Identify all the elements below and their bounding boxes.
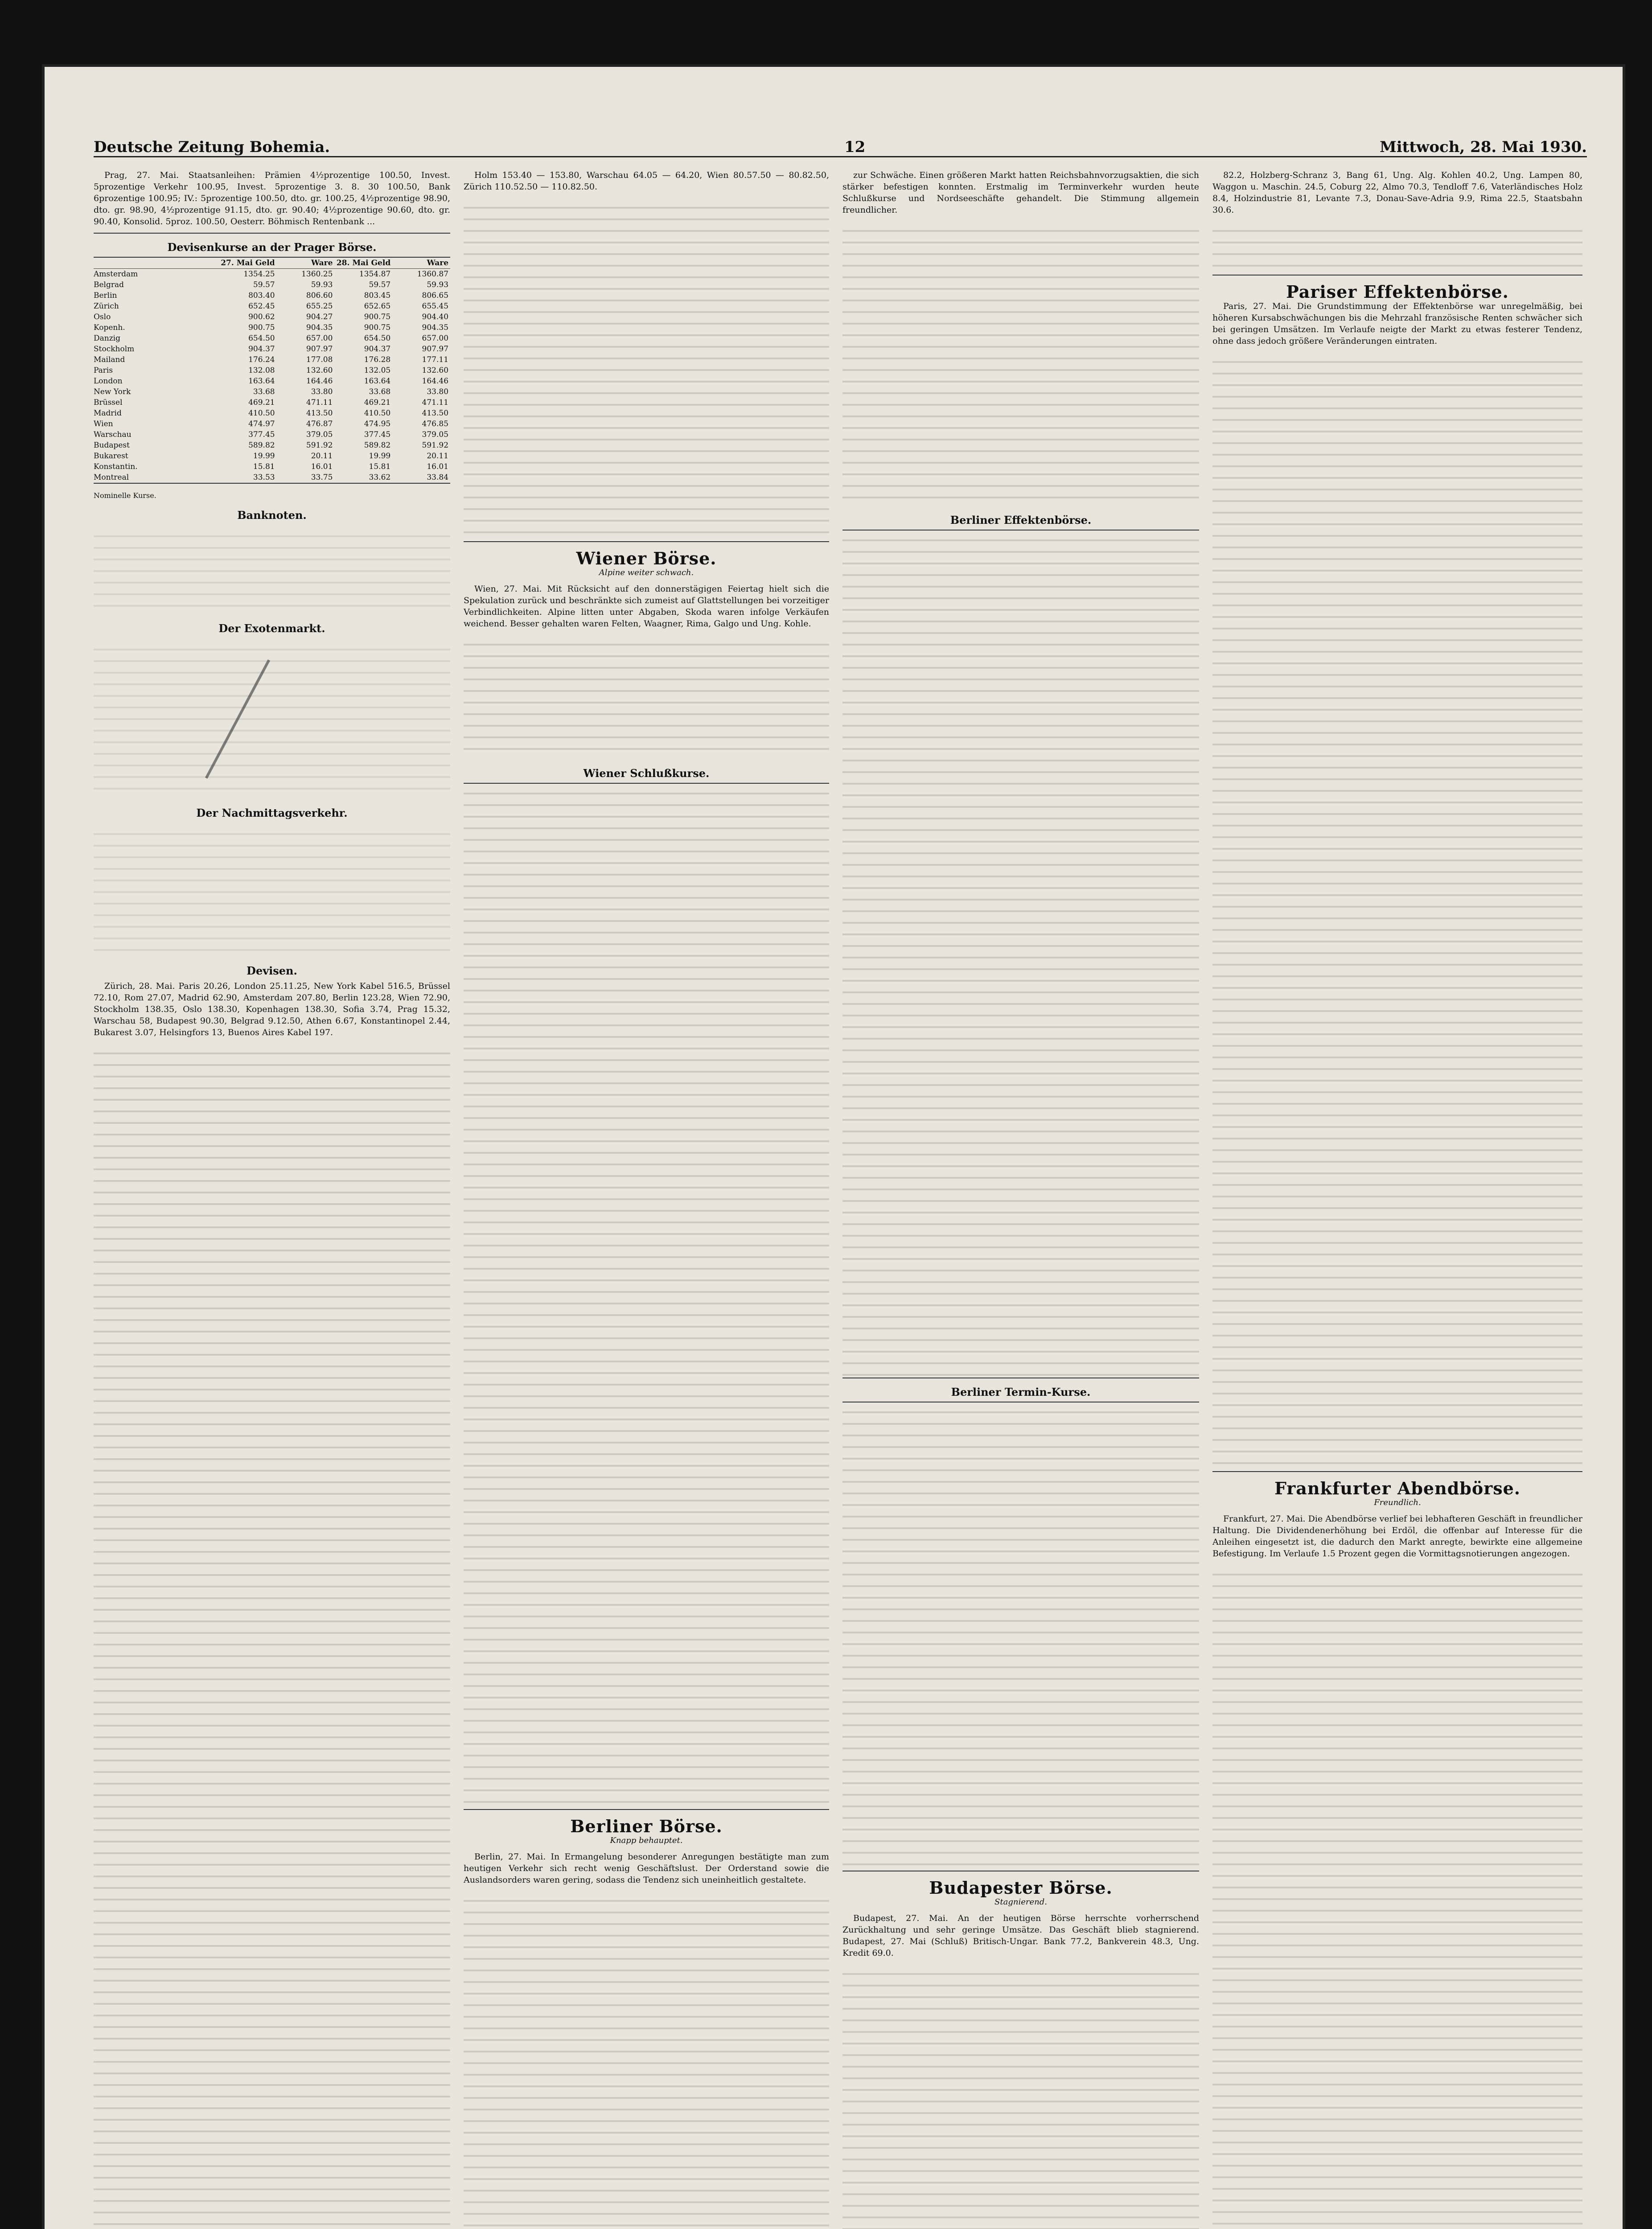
rate-cell: 907.97: [306, 345, 333, 354]
rate-cell: 59.57: [369, 280, 391, 289]
rate-cell: 803.40: [248, 291, 275, 300]
rate-cell: 900.75: [248, 323, 275, 332]
rate-cell: 132.60: [306, 366, 333, 375]
table-row: [94, 387, 450, 397]
rate-cell: 655.45: [422, 302, 449, 311]
frankfurter-boerse-heading: Frankfurter Abendbörse.: [1274, 1478, 1521, 1498]
rate-cell: 806.60: [306, 291, 333, 300]
rate-cell: 806.65: [422, 291, 449, 300]
budapester-boerse-heading: Budapester Börse.: [929, 1878, 1113, 1898]
table-row: [94, 365, 450, 376]
currency-cell: New York: [94, 387, 131, 396]
issue-date: Mittwoch, 28. Mai 1930.: [1380, 138, 1587, 156]
rate-cell: 469.21: [364, 398, 391, 407]
column-1-body-text: [94, 1044, 450, 2229]
table-row: [94, 312, 450, 322]
rate-cell: 377.45: [364, 430, 391, 439]
column-2-top-text: [464, 198, 829, 537]
rate-cell: 476.87: [306, 419, 333, 428]
wiener-schlusskurse-table: [464, 783, 829, 1810]
rate-cell: 652.45: [248, 302, 275, 311]
currency-cell: Brüssel: [94, 398, 123, 407]
frankfurter-paragraph: Frankfurt, 27. Mai. Die Abendbörse verlief bei lebhafteren Geschäft in freundlicher Haltung. Die Dividendenerhöhung bei Erdöl, die offenbar auf Interesse für die Anleihen eingesetzt ist, die dadurch den Markt anregte, bewirkte eine allgemeine Befestigung. Im Verlaufe 1.5 Prozent gegen die Vormittagsnotierungen angezogen.: [1212, 1514, 1582, 1559]
rate-cell: 413.50: [422, 409, 449, 418]
terminkurse-heading: Berliner Termin-Kurse.: [951, 1386, 1091, 1398]
rate-cell: 654.50: [364, 334, 391, 343]
table-row: [94, 451, 450, 461]
rate-cell: 16.01: [427, 462, 449, 471]
column-3-intro: zur Schwäche. Einen größeren Markt hatten Reichsbahnvorzugsaktien, die sich stärker befestigen konnten. Erstmalig im Terminverkehr wurden heute Schlußkurse und Nordseeschäfte gehandelt. Die Stimmung allgemein freundlicher.: [842, 170, 1199, 215]
currency-cell: Bukarest: [94, 452, 128, 461]
rate-cell: 33.68: [369, 387, 391, 396]
devisen-heading: Devisen.: [247, 964, 297, 977]
rate-cell: 176.28: [364, 355, 391, 364]
rate-cell: 19.99: [369, 452, 391, 461]
rate-cell: 15.81: [369, 462, 391, 471]
currency-cell: Amsterdam: [94, 270, 138, 279]
exotenmarkt-text: [94, 639, 450, 799]
rate-cell: 904.37: [364, 345, 391, 354]
column-4-intro: 82.2, Holzberg-Schranz 3, Bang 61, Ung. Alg. Kohlen 40.2, Ung. Lampen 80, Waggon u. Maschin. 24.5, Coburg 22, Almo 70.3, Tendloff 7.6, Vaterländisches Holz 8.4, Holzindustrie 81, Levante 7.3, Donau-Save-Adria 9.9, Rima 22.5, Staatsbahn 30.6.: [1212, 170, 1582, 215]
table-row: [94, 429, 450, 440]
rate-cell: 803.45: [364, 291, 391, 300]
rate-cell: 177.08: [306, 355, 333, 364]
rate-cell: 33.53: [253, 473, 275, 482]
currency-cell: Montreal: [94, 473, 129, 482]
rate-cell: 591.92: [422, 441, 449, 450]
rate-cell: 900.75: [364, 313, 391, 321]
column-4: [1212, 169, 1582, 2229]
table-row: [94, 397, 450, 408]
wiener-paragraph: Wien, 27. Mai. Mit Rücksicht auf den donnerstägigen Feiertag hielt sich die Spekulation zurück und beschränkte sich zumeist auf Glattstellungen bei vorzeitiger Verbindlichkeiten. Alpine litten unter Abgaben, Skoda waren infolge Verkäufen weichend. Besser gehalten waren Felten, Waagner, Rima, Galgo und Ung. Kohle.: [464, 584, 829, 629]
devisenkurse-heading: Devisenkurse an der Prager Börse.: [167, 241, 377, 254]
rate-cell: 20.11: [427, 452, 449, 461]
budapest-body-text: [842, 1964, 1199, 2229]
rates-paragraph: Holm 153.40 — 153.80, Warschau 64.05 — 64.20, Wien 80.57.50 — 80.82.50, Zürich 110.52.50 — 110.82.50.: [464, 170, 829, 192]
table-row: [94, 408, 450, 419]
rate-cell: 33.62: [369, 473, 391, 482]
effektenboerse-heading: Berliner Effektenbörse.: [950, 514, 1092, 526]
rate-cell: 59.93: [427, 280, 449, 289]
rate-cell: 657.00: [422, 334, 449, 343]
rate-cell: 904.35: [422, 323, 449, 332]
rate-cell: 59.57: [253, 280, 275, 289]
rate-cell: 163.64: [248, 377, 275, 386]
rate-cell: 1354.25: [243, 270, 275, 279]
table-row: [94, 472, 450, 483]
column-1: [94, 169, 450, 2229]
rate-cell: 164.46: [422, 377, 449, 386]
table-row: [94, 344, 450, 354]
masthead: [94, 125, 1587, 157]
currency-cell: Paris: [94, 366, 113, 375]
rate-cell: 655.25: [306, 302, 333, 311]
rate-cell: 476.85: [422, 419, 449, 428]
page-number: 12: [844, 138, 866, 156]
currency-cell: London: [94, 377, 123, 386]
frankfurter-body-text: [1212, 1565, 1582, 2229]
column-2: [464, 169, 829, 2229]
column-3: [842, 169, 1199, 2229]
budapest-paragraph: Budapest, 27. Mai. An der heutigen Börse herrschte vorherrschend Zurückhaltung und sehr geringe Umsätze. Das Geschäft blieb stagnierend. Budapest, 27. Mai (Schluß) Britisch-Ungar. Bank 77.2, Bankverein 48.3, Ung. Kredit 69.0.: [842, 1913, 1199, 1958]
rate-cell: 904.37: [248, 345, 275, 354]
rate-cell: 15.81: [253, 462, 275, 471]
currency-cell: Warschau: [94, 430, 132, 439]
banknoten-text: [94, 526, 450, 615]
rate-cell: 1354.87: [359, 270, 391, 279]
table-row: [94, 280, 450, 290]
rate-cell: 907.97: [422, 345, 449, 354]
frankfurter-boerse-subheading: Freundlich.: [1374, 1498, 1421, 1507]
pencil-mark: [205, 659, 270, 779]
staatsanleihen-paragraph: Prag, 27. Mai. Staatsanleihen: Prämien 4½prozentige 100.50, Invest. 5prozentige Verkehr 100.95, Invest. 5prozentige 3. 8. 30 100.50, Bank 6prozentige 100.95; IV.: 5prozentige 100.50, dto. gr. 100.25, 4½prozentige 98.90, dto. gr. 98.90, 4½prozentige 91.15, dto. gr. 90.40; 4½prozentige 90.60, dto. gr. 90.40, Konsolid. 5proz. 100.50, Oesterr. Böhmisch Rentenbank ...: [94, 170, 450, 226]
currency-cell: Budapest: [94, 441, 130, 450]
rate-cell: 474.95: [364, 419, 391, 428]
rate-cell: 33.84: [427, 473, 449, 482]
rate-cell: 589.82: [248, 441, 275, 450]
table-row: [94, 440, 450, 451]
berliner-boerse-heading: Berliner Börse.: [570, 1816, 723, 1836]
table-row: [94, 419, 450, 429]
paper-title: Deutsche Zeitung Bohemia.: [94, 138, 330, 156]
rate-cell: 379.05: [306, 430, 333, 439]
rate-cell: 33.80: [427, 387, 449, 396]
table-row: [94, 461, 450, 472]
rate-cell: 33.75: [311, 473, 333, 482]
currency-cell: Wien: [94, 419, 113, 428]
rate-cell: 132.60: [422, 366, 449, 375]
currency-cell: Stockholm: [94, 345, 135, 354]
rate-cell: 900.62: [248, 313, 275, 321]
rate-cell: 1360.25: [301, 270, 333, 279]
currency-cell: Kopenh.: [94, 323, 125, 332]
rate-cell: 59.93: [311, 280, 333, 289]
rate-cell: 132.08: [248, 366, 275, 375]
berliner-paragraph: Berlin, 27. Mai. In Ermangelung besonderer Anregungen bestätigte man zum heutigen Verkehr sich recht wenig Geschäftslust. Der Orderstand sowie die Auslandsorders waren gering, sodass die Tendenz sich uneinheitlich gestaltete.: [464, 1852, 829, 1885]
rate-cell: 379.05: [422, 430, 449, 439]
rate-cell: 410.50: [364, 409, 391, 418]
rate-cell: 471.11: [422, 398, 449, 407]
rate-cell: 657.00: [306, 334, 333, 343]
currency-cell: Mailand: [94, 355, 125, 364]
rate-cell: 471.11: [306, 398, 333, 407]
table-row: [94, 376, 450, 387]
newspaper-page: [45, 67, 1623, 2229]
pariser-body-text: [1212, 352, 1582, 1467]
rate-cell: 904.27: [306, 313, 333, 321]
wiener-boerse-subheading: Alpine weiter schwach.: [599, 568, 694, 577]
devisen-paragraph: Zürich, 28. Mai. Paris 20.26, London 25.11.25, New York Kabel 516.5, Brüssel 72.10, Rom 27.07, Madrid 62.90, Amsterdam 207.80, Berlin 123.28, Wien 72.90, Stockholm 138.35, Oslo 138.30, Kopenhagen 138.30, Sofia 3.74, Prag 15.32, Warschau 58, Budapest 90.30, Belgrad 9.12.50, Athen 6.67, Konstantinopel 2.44, Bukarest 3.07, Helsingfors 13, Buenos Aires Kabel 197.: [94, 981, 450, 1037]
berliner-body-text: [464, 1891, 829, 2229]
rate-cell: 591.92: [306, 441, 333, 450]
nachmittag-heading: Der Nachmittagsverkehr.: [196, 806, 348, 819]
banknoten-heading: Banknoten.: [237, 509, 307, 522]
terminkurse-table: [842, 1402, 1199, 1871]
currency-cell: Belgrad: [94, 280, 124, 289]
wiener-schlusskurse-heading: Wiener Schlußkurse.: [583, 767, 710, 780]
effekten-table: [842, 530, 1199, 1378]
rate-cell: 469.21: [248, 398, 275, 407]
rate-cell: 20.11: [311, 452, 333, 461]
currency-cell: Danzig: [94, 334, 120, 343]
table-row: [94, 269, 450, 280]
rate-cell: 904.40: [422, 313, 449, 321]
rate-cell: 33.80: [311, 387, 333, 396]
rate-cell: 474.97: [248, 419, 275, 428]
pariser-paragraph: Paris, 27. Mai. Die Grundstimmung der Effektenbörse war unregelmäßig, bei höheren Kursabschwächungen bis die Mehrzahl französische Renten schwächer sich bei geringen Umsätzen. Im Verlaufe neigte der Markt zu etwas festerer Tendenz, ohne dass jedoch größere Veränderungen eintraten.: [1212, 301, 1582, 346]
rate-cell: 16.01: [311, 462, 333, 471]
table-row: [94, 354, 450, 365]
berliner-boerse-subheading: Knapp behauptet.: [610, 1836, 683, 1845]
currency-cell: Berlin: [94, 291, 117, 300]
devisen-table: [94, 257, 450, 484]
column-4-top-text: [1212, 221, 1582, 270]
rate-cell: 177.11: [422, 355, 449, 364]
budapester-boerse-subheading: Stagnierend.: [994, 1897, 1047, 1907]
table-note: Nominelle Kurse.: [94, 491, 156, 500]
rate-cell: 163.64: [364, 377, 391, 386]
rate-cell: 589.82: [364, 441, 391, 450]
rate-cell: 654.50: [248, 334, 275, 343]
rate-cell: 19.99: [253, 452, 275, 461]
rate-cell: 900.75: [364, 323, 391, 332]
rate-cell: 164.46: [306, 377, 333, 386]
rate-cell: 1360.87: [417, 270, 449, 279]
currency-cell: Oslo: [94, 313, 111, 321]
currency-cell: Zürich: [94, 302, 119, 311]
table-row: [94, 333, 450, 344]
table-row: [94, 290, 450, 301]
table-row: [94, 322, 450, 333]
rate-cell: 904.35: [306, 323, 333, 332]
rate-cell: 652.65: [364, 302, 391, 311]
nachmittag-text: [94, 823, 450, 957]
rate-cell: 413.50: [306, 409, 333, 418]
wiener-boerse-heading: Wiener Börse.: [576, 548, 717, 568]
rate-cell: 33.68: [253, 387, 275, 396]
rate-cell: 176.24: [248, 355, 275, 364]
currency-cell: Konstantin.: [94, 462, 138, 471]
rate-cell: 132.05: [364, 366, 391, 375]
rate-cell: 377.45: [248, 430, 275, 439]
exotenmarkt-heading: Der Exotenmarkt.: [218, 622, 325, 635]
pariser-boerse-heading: Pariser Effektenbörse.: [1286, 282, 1509, 302]
rate-cell: 410.50: [248, 409, 275, 418]
wiener-body-text: [464, 635, 829, 760]
table-row: [94, 301, 450, 312]
table-header: 27. Mai Geld Ware 28. Mai Geld Ware: [94, 258, 450, 269]
column-3-top-text: [842, 221, 1199, 506]
currency-cell: Madrid: [94, 409, 122, 418]
